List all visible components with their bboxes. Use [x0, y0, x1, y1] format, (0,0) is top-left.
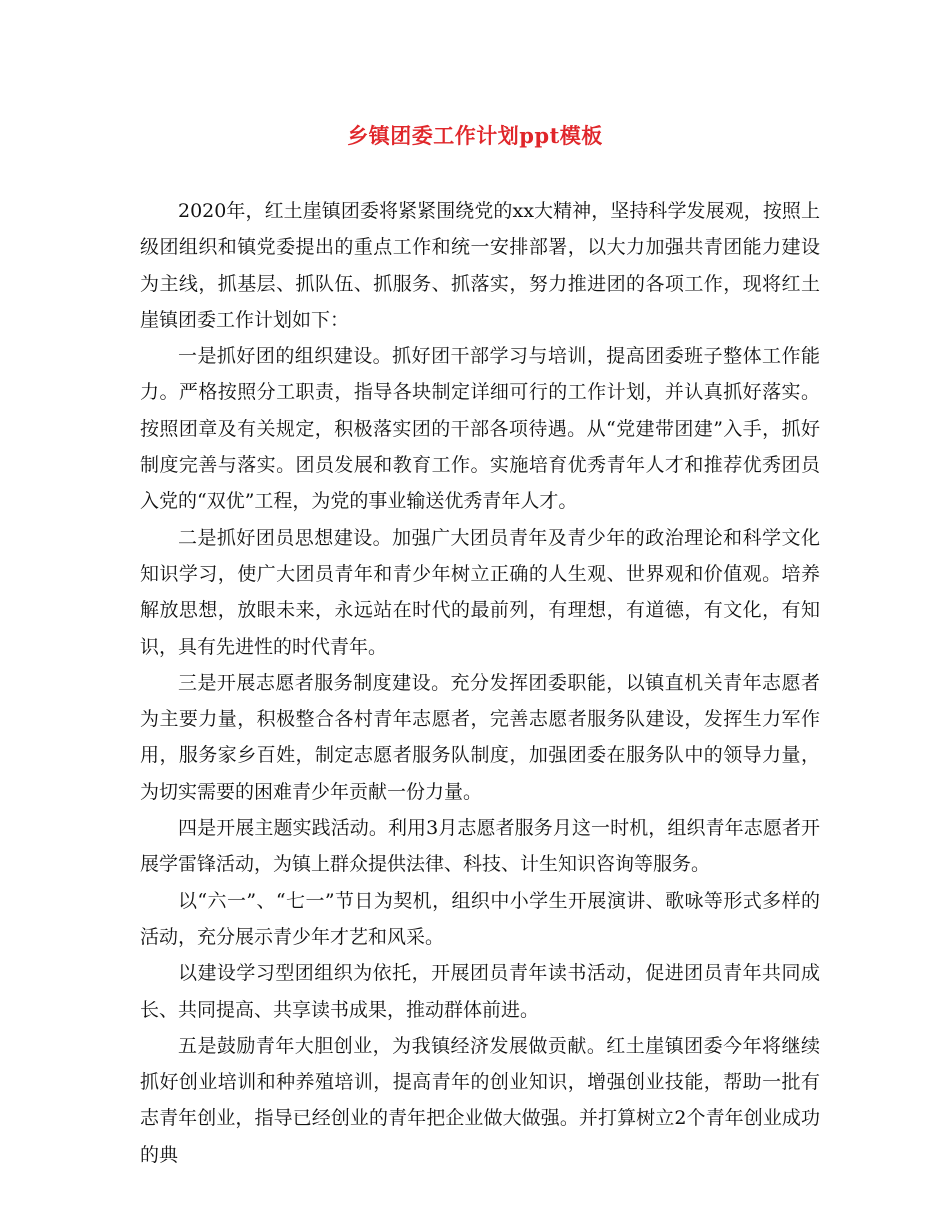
paragraph-practice: 四是开展主题实践活动。利用3月志愿者服务月这一时机，组织青年志愿者开展学雷锋活动，为镇上群众提供法律、科技、计生知识咨询等服务。: [140, 817, 820, 876]
paragraph-reading: 以建设学习型团组织为依托，开展团员青年读书活动，促进团员青年共同成长、共同提高、共享读书成果，推动群体前进。: [140, 962, 820, 1021]
paragraph-ideology: 二是抓好团员思想建设。加强广大团员青年及青少年的政治理论和科学文化知识学习，使广大团员青年和青少年树立正确的人生观、世界观和价值观。培养解放思想，放眼未来，永远站在时代的最前列，有理想，有道德，有文化，有知识，具有先进性的时代青年。: [140, 526, 820, 658]
paragraph-entrepreneurship: 五是鼓励青年大胆创业，为我镇经济发展做贡献。红土崖镇团委今年将继续抓好创业培训和种养殖培训，提高青年的创业知识，增强创业技能，帮助一批有志青年创业，指导已经创业的青年把企业做大做强。并打算树立2个青年创业成功的典: [140, 1034, 820, 1166]
document-title: 乡镇团委工作计划ppt模板: [347, 123, 603, 148]
paragraph-holidays: 以“六一”、“七一”节日为契机，组织中小学生开展演讲、歌咏等形式多样的活动，充分展示青少年才艺和风采。: [140, 889, 820, 948]
document-body: [140, 193, 820, 1173]
paragraph-intro: 2020年，红土崖镇团委将紧紧围绕党的xx大精神，坚持科学发展观，按照上级团组织和镇党委提出的重点工作和统一安排部署，以大力加强共青团能力建设为主线，抓基层、抓队伍、抓服务、抓落实，努力推进团的各项工作，现将红土崖镇团委工作计划如下：: [140, 200, 820, 331]
paragraph-organization: 一是抓好团的组织建设。抓好团干部学习与培训，提高团委班子整体工作能力。严格按照分工职责，指导各块制定详细可行的工作计划，并认真抓好落实。按照团章及有关规定，积极落实团的干部各项待遇。从“党建带团建”入手，抓好制度完善与落实。团员发展和教育工作。实施培育优秀青年人才和推荐优秀团员入党的“双优”工程，为党的事业输送优秀青年人才。: [140, 345, 820, 513]
paragraph-volunteer: 三是开展志愿者服务制度建设。充分发挥团委职能，以镇直机关青年志愿者为主要力量，积极整合各村青年志愿者，完善志愿者服务队建设，发挥生力军作用，服务家乡百姓，制定志愿者服务队制度，加强团委在服务队中的领导力量，为切实需要的困难青少年贡献一份力量。: [140, 671, 820, 803]
